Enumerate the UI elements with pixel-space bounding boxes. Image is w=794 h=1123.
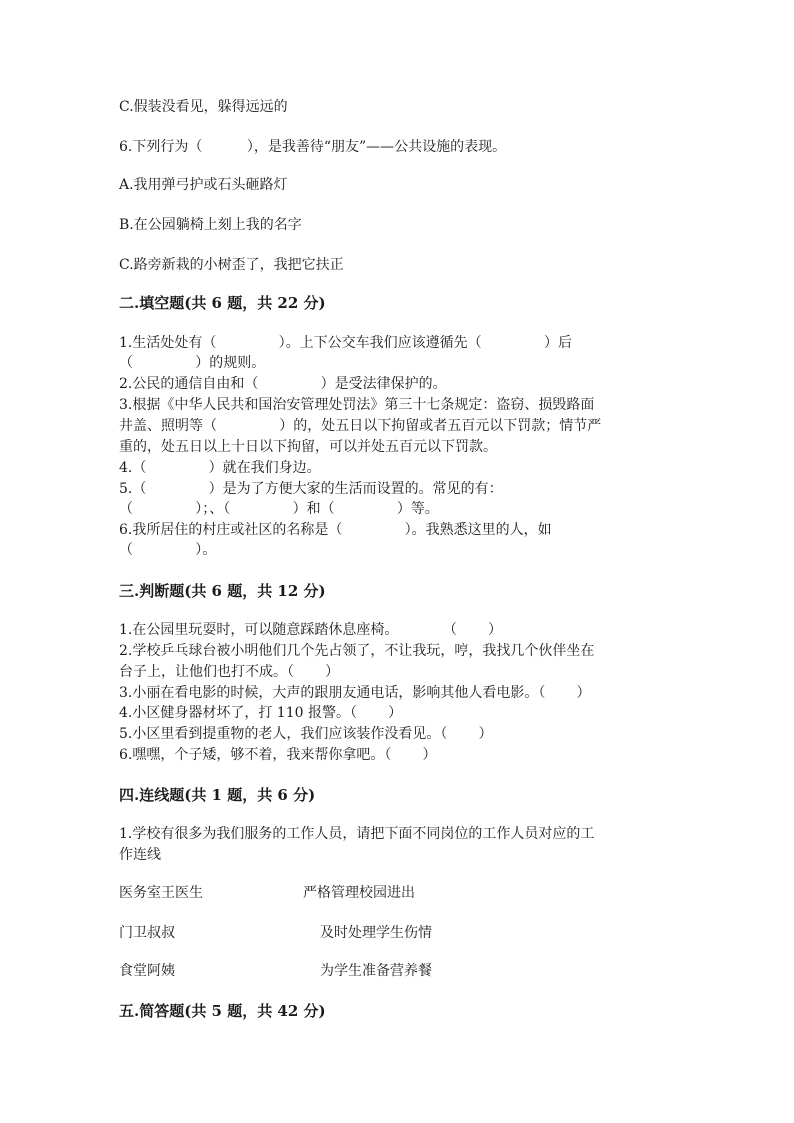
fill-line: （ ）。 [119,542,217,558]
section2-heading: 二.填空题(共 6 题，共 22 分) [119,294,326,312]
fill-line: 2.公民的通信自由和（ ）是受法律保护的。 [119,376,447,392]
judge-line: 3.小丽在看电影的时候，大声的跟朋友通电话，影响其他人看电影。（ ） [119,685,591,701]
section4-heading: 四.连线题(共 1 题，共 6 分) [119,786,316,804]
match-left-item: 门卫叔叔 [119,925,175,941]
judge-line: 5.小区里看到提重物的老人，我们应该装作没看见。（ ） [119,726,493,742]
fill-line: 井盖、照明等（ ）的，处五日以下拘留或者五百元以下罚款；情节严 [119,418,602,434]
q6-option-a: A.我用弹弓护或石头砸路灯 [119,177,288,193]
q5-option-c: C.假装没看见，躲得远远的 [119,99,288,115]
match-right-item: 严格管理校园进出 [303,885,415,901]
match-stem: 1.学校有很多为我们服务的工作人员，请把下面不同岗位的工作人员对应的工 [119,826,595,842]
fill-line: 5.（ ）是为了方便大家的生活而设置的。常见的有： [119,481,503,497]
judge-line: 台子上，让他们也打不成。（ ） [119,664,340,680]
fill-line: 6.我所居住的村庄或社区的名称是（ ）。我熟悉这里的人，如 [119,522,552,538]
match-right-item: 为学生准备营养餐 [320,963,432,979]
fill-line: 1.生活处处有（ ）。上下公交车我们应该遵循先（ ）后 [119,335,572,351]
fill-line: 重的，处五日以上十日以下拘留，可以并处五百元以下罚款。 [119,439,497,455]
fill-line: 4.（ ）就在我们身边。 [119,460,321,476]
match-stem: 作连线 [119,847,161,863]
q6-option-c: C.路旁新栽的小树歪了，我把它扶正 [119,257,344,273]
judge-line: 2.学校乒乓球台被小明他们几个先占领了，不让我玩，哼，我找几个伙伴坐在 [119,643,595,659]
section3-heading: 三.判断题(共 6 题，共 12 分) [119,582,326,600]
fill-line: （ ）；、（ ）和（ ）等。 [119,501,439,517]
judge-line: 4.小区健身器材坏了，打 110 报警。（ ） [119,705,403,721]
q6-stem: 6.下列行为（ ），是我善待“朋友”——公共设施的表现。 [119,139,507,155]
fill-line: 3.根据《中华人民共和国治安管理处罚法》第三十七条规定：盗窃、损毁路面 [119,397,595,413]
judge-line: 6.嘿嘿，个子矮，够不着，我来帮你拿吧。（ ） [119,747,437,763]
match-left-item: 食堂阿姨 [119,963,175,979]
fill-line: （ ）的规则。 [119,355,266,371]
match-right-item: 及时处理学生伤情 [320,925,432,941]
judge-line: 1.在公园里玩耍时，可以随意踩踏休息座椅。 （ ） [119,622,503,638]
q6-option-b: B.在公园躺椅上刻上我的名字 [119,217,302,233]
match-left-item: 医务室王医生 [119,885,203,901]
section5-heading: 五.简答题(共 5 题，共 42 分) [119,1002,326,1020]
